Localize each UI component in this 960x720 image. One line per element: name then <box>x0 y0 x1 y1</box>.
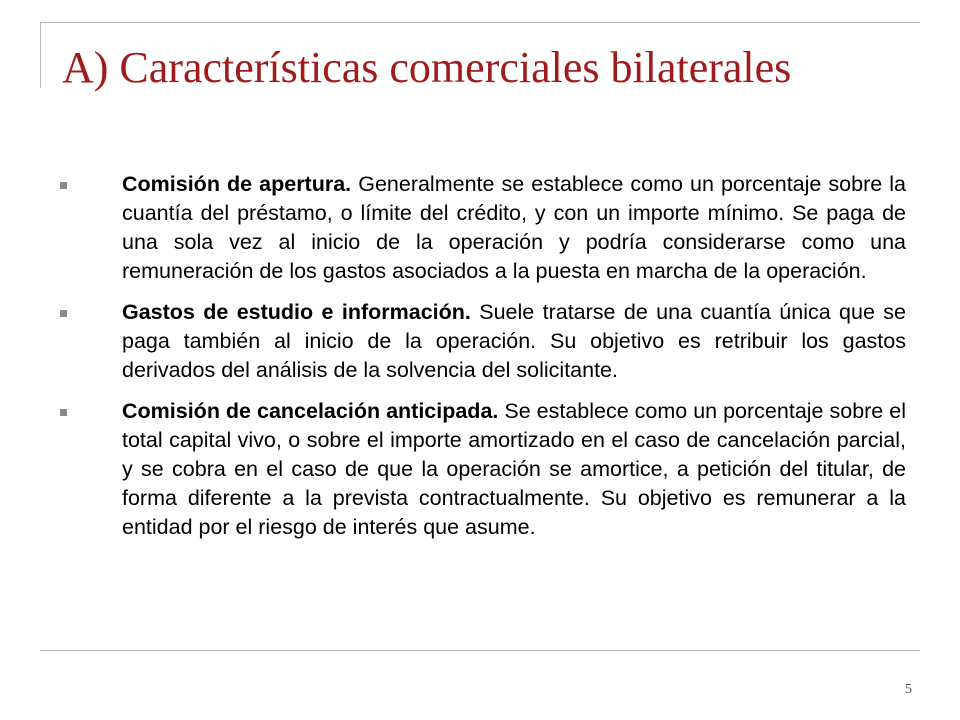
bullet-item-comision-cancelacion <box>58 397 906 542</box>
bullet-item-comision-apertura <box>58 170 906 286</box>
bullet-text: Se establece como un porcentaje sobre el total capital vivo, o sobre el importe amortizado en el caso de cancelación parcial, y se cobra en el caso de que la operación se amortice, a petición del titular, de forma diferente a la prevista contractualmente. Su objetivo es remunerar a la entidad por el riesgo de interés que asume. <box>122 399 906 539</box>
bullet-item-gastos-estudio <box>58 298 906 385</box>
frame-top-line <box>40 22 920 23</box>
square-bullet-icon <box>60 182 67 189</box>
square-bullet-icon <box>60 409 67 416</box>
bullet-term: Gastos de estudio e información. <box>122 300 480 324</box>
page-number: 5 <box>905 682 912 697</box>
slide-title: A) Características comerciales bilaterales <box>62 43 792 92</box>
frame-bottom-line <box>40 650 920 651</box>
bullet-term: Comisión de apertura. <box>122 172 359 196</box>
square-bullet-icon <box>60 310 67 317</box>
bullet-term: Comisión de cancelación anticipada. <box>122 399 505 423</box>
bullet-text: Suele tratarse de una cuantía única que se paga también al inicio de la operación. Su objetivo es retribuir los gastos derivados del análisis de la solvencia del solicitante. <box>122 300 907 382</box>
bullet-list <box>58 170 906 554</box>
frame-left-line <box>40 22 41 88</box>
bullet-text: Generalmente se establece como un porcentaje sobre la cuantía del préstamo, o límite del crédito, y con un importe mínimo. Se paga de una sola vez al inicio de la operación y podría considerarse como una remuneración de los gastos asociados a la puesta en marcha de la operación. <box>122 172 906 283</box>
